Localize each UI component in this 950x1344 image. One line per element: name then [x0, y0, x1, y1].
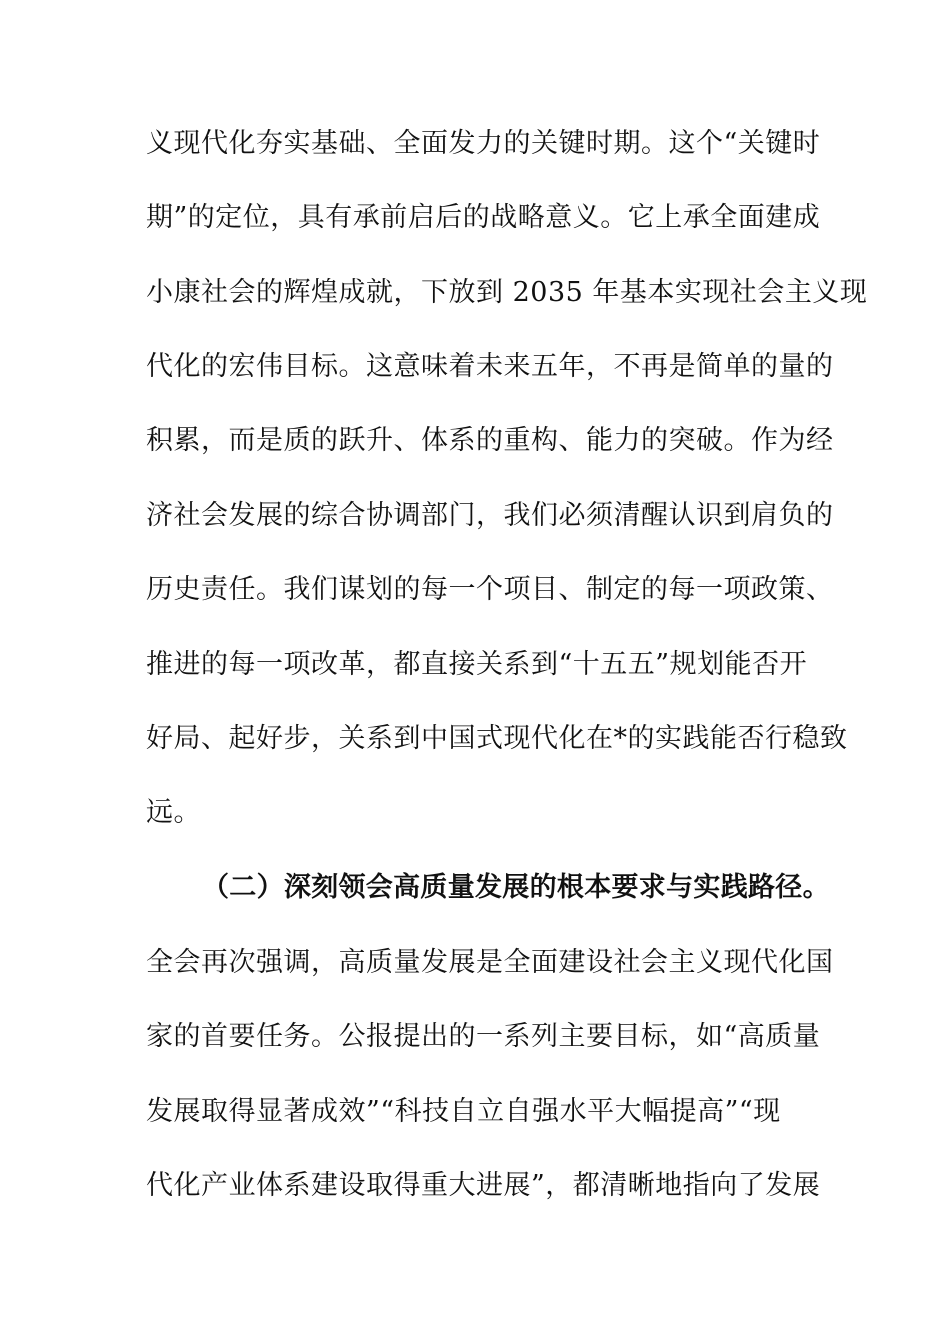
paragraph-1-line-9: 好局、起好步，关系到中国式现代化在*的实践能否行稳致	[146, 723, 848, 754]
paragraph-1-line-1: 义现代化夯实基础、全面发力的关键时期。这个“关键时	[146, 128, 821, 159]
paragraph-1-line-5: 积累，而是质的跃升、体系的重构、能力的突破。作为经	[146, 425, 834, 456]
paragraph-1-line-6: 济社会发展的综合协调部门，我们必须清醒认识到肩负的	[146, 500, 834, 531]
paragraph-2-line-1: 全会再次强调，高质量发展是全面建设社会主义现代化国	[146, 947, 834, 978]
paragraph-1-line-3: 小康社会的辉煌成就，下放到 2035 年基本实现社会主义现	[146, 277, 868, 308]
paragraph-1-line-2: 期”的定位，具有承前启后的战略意义。它上承全面建成	[146, 202, 821, 233]
section-heading: （二）深刻领会高质量发展的根本要求与实践路径。	[202, 872, 830, 903]
paragraph-1-line-10: 远。	[146, 797, 201, 828]
paragraph-1-line-8: 推进的每一项改革，都直接关系到“十五五”规划能否开	[146, 649, 808, 680]
paragraph-2-line-3: 发展取得显著成效”“科技自立自强水平大幅提高”“现	[146, 1096, 781, 1127]
paragraph-1-line-4: 代化的宏伟目标。这意味着未来五年，不再是简单的量的	[146, 351, 834, 382]
paragraph-2-line-2: 家的首要任务。公报提出的一系列主要目标，如“高质量	[146, 1021, 821, 1052]
paragraph-2-line-4: 代化产业体系建设取得重大进展”，都清晰地指向了发展	[146, 1170, 821, 1201]
paragraph-1-line-7: 历史责任。我们谋划的每一个项目、制定的每一项政策、	[146, 574, 834, 605]
